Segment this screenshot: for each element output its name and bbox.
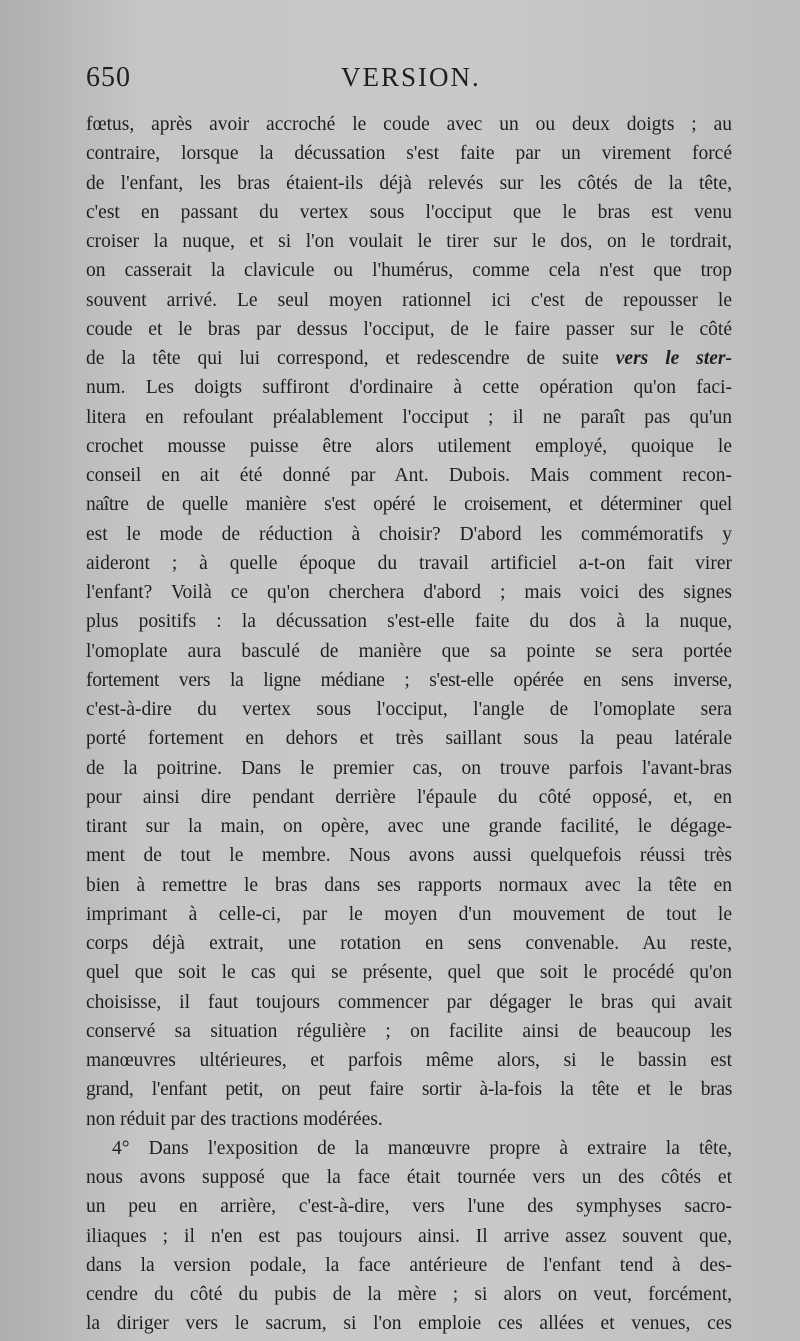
text-line: porté fortement en dehors et très saillant sous la peau latérale <box>86 728 732 750</box>
italic-fragment: vers le ster- <box>615 348 733 369</box>
text-line: c'est-à-dire du vertex sous l'occiput, l'angle de l'omoplate sera <box>86 699 732 720</box>
body-text <box>86 110 732 1339</box>
text-line: souvent arrivé. Le seul moyen rationnel ici c'est de repousser le <box>86 289 732 311</box>
text-line: l'enfant? Voilà ce qu'on cherchera d'abord ; mais voici des signes <box>86 582 732 603</box>
text-line-with-italic <box>86 344 732 373</box>
text-line: conservé sa situation régulière ; on facilite ainsi de beaucoup les <box>86 1020 732 1042</box>
text-line: c'est en passant du vertex sous l'occiput que le bras est venu <box>86 201 732 223</box>
text-line: quel que soit le cas qui se présente, quel que soit le procédé qu'on <box>86 962 732 984</box>
text-line: coude et le bras par dessus l'occiput, de le faire passer sur le côté <box>86 318 732 340</box>
paragraph-end-line: non réduit par des tractions modérées. <box>86 1108 383 1130</box>
text-line: tirant sur la main, on opère, avec une grande facilité, le dégage- <box>86 816 732 837</box>
text-line: de l'enfant, les bras étaient-ils déjà relevés sur les côtés de la tête, <box>86 172 732 194</box>
text-line: croiser la nuque, et si l'on voulait le tirer sur le dos, on le tordrait, <box>86 231 732 252</box>
text-line-segment: de la tête qui lui correspond, et redescendre de suite <box>86 348 599 369</box>
text-line: contraire, lorsque la décussation s'est faite par un virement forcé <box>86 143 732 165</box>
text-line: un peu en arrière, c'est-à-dire, vers l'une des symphyses sacro- <box>86 1196 732 1218</box>
text-line: aideront ; à quelle époque du travail artificiel a-t-on fait virer <box>86 552 732 574</box>
paragraph-start-line: 4° Dans l'exposition de la manœuvre propre à extraire la tête, <box>112 1137 732 1159</box>
text-line: plus positifs : la décussation s'est-elle faite du dos à la nuque, <box>86 611 732 633</box>
text-line: conseil en ait été donné par Ant. Dubois. Mais comment recon- <box>86 465 732 486</box>
running-head: VERSION. <box>341 62 481 92</box>
text-line: naître de quelle manière s'est opéré le croisement, et déterminer quel <box>86 494 732 516</box>
text-line: manœuvres ultérieures, et parfois même alors, si le bassin est <box>86 1050 732 1071</box>
text-line: corps déjà extrait, une rotation en sens convenable. Au reste, <box>86 933 732 954</box>
text-line: on casserait la clavicule ou l'humérus, comme cela n'est que trop <box>86 260 732 282</box>
text-line: iliaques ; il n'en est pas toujours ainsi. Il arrive assez souvent que, <box>86 1225 732 1247</box>
text-line: est le mode de réduction à choisir? D'abord les commémoratifs y <box>86 523 732 545</box>
text-line: l'omoplate aura basculé de manière que sa pointe se sera portée <box>86 640 732 662</box>
text-line: nous avons supposé que la face était tournée vers un des côtés et <box>86 1167 732 1188</box>
text-line: imprimant à celle-ci, par le moyen d'un mouvement de tout le <box>86 903 732 925</box>
text-line: pour ainsi dire pendant derrière l'épaule du côté opposé, et, en <box>86 786 732 808</box>
page-number: 650 <box>86 62 131 93</box>
text-line: ment de tout le membre. Nous avons aussi quelquefois réussi très <box>86 845 732 867</box>
text-line: bien à remettre le bras dans ses rapports normaux avec la tête en <box>86 874 732 896</box>
page-header <box>86 62 736 102</box>
text-line: crochet mousse puisse être alors utilement employé, quoique le <box>86 435 732 457</box>
text-line: dans la version podale, la face antérieure de l'enfant tend à des- <box>86 1254 732 1276</box>
text-line: litera en refoulant préalablement l'occiput ; il ne paraît pas qu'un <box>86 406 732 428</box>
text-line: de la poitrine. Dans le premier cas, on trouve parfois l'avant-bras <box>86 757 732 779</box>
text-line: la diriger vers le sacrum, si l'on emploie ces allées et venues, ces <box>86 1313 732 1335</box>
text-line: choisisse, il faut toujours commencer par dégager le bras qui avait <box>86 991 732 1013</box>
text-line: num. Les doigts suffiront d'ordinaire à cette opération qu'on faci- <box>86 377 732 399</box>
text-line: grand, l'enfant petit, on peut faire sortir à-la-fois la tête et le bras <box>86 1079 732 1101</box>
text-line: cendre du côté du pubis de la mère ; si alors on veut, forcément, <box>86 1284 732 1305</box>
text-line: fortement vers la ligne médiane ; s'est-elle opérée en sens inverse, <box>86 669 732 691</box>
text-line: fœtus, après avoir accroché le coude avec un ou deux doigts ; au <box>86 114 732 135</box>
